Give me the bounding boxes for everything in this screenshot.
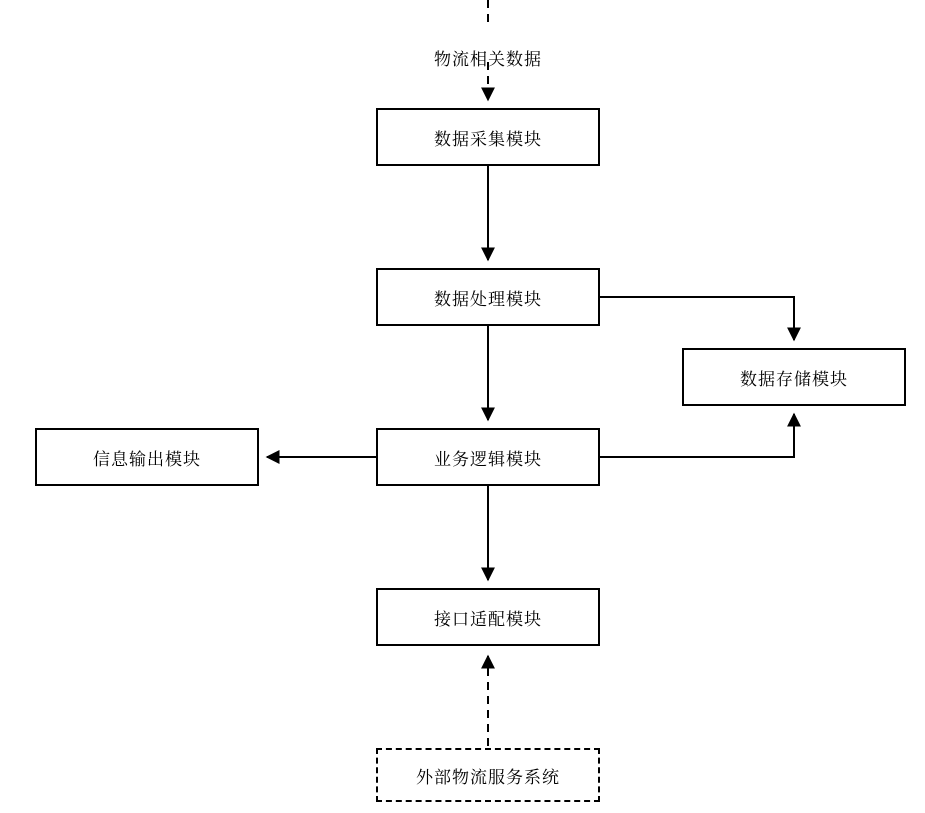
node-label: 数据处理模块 (434, 289, 542, 309)
node-label: 外部物流服务系统 (416, 767, 560, 787)
edge-label-input-data (412, 45, 564, 70)
node-data-collection[interactable] (376, 108, 600, 166)
connector-process-to-storage (600, 297, 794, 340)
node-external-logistics-system[interactable] (376, 748, 600, 802)
node-label: 信息输出模块 (93, 449, 201, 469)
node-label: 数据存储模块 (740, 369, 848, 389)
node-data-storage[interactable] (682, 348, 906, 406)
node-interface-adapter[interactable] (376, 588, 600, 646)
node-information-output[interactable] (35, 428, 259, 486)
node-business-logic[interactable] (376, 428, 600, 486)
node-data-processing[interactable] (376, 268, 600, 326)
node-label: 接口适配模块 (434, 609, 542, 629)
node-label: 数据采集模块 (434, 129, 542, 149)
edge-label-text: 物流相关数据 (434, 50, 542, 69)
connector-business-to-storage (600, 414, 794, 457)
node-label: 业务逻辑模块 (434, 449, 542, 469)
